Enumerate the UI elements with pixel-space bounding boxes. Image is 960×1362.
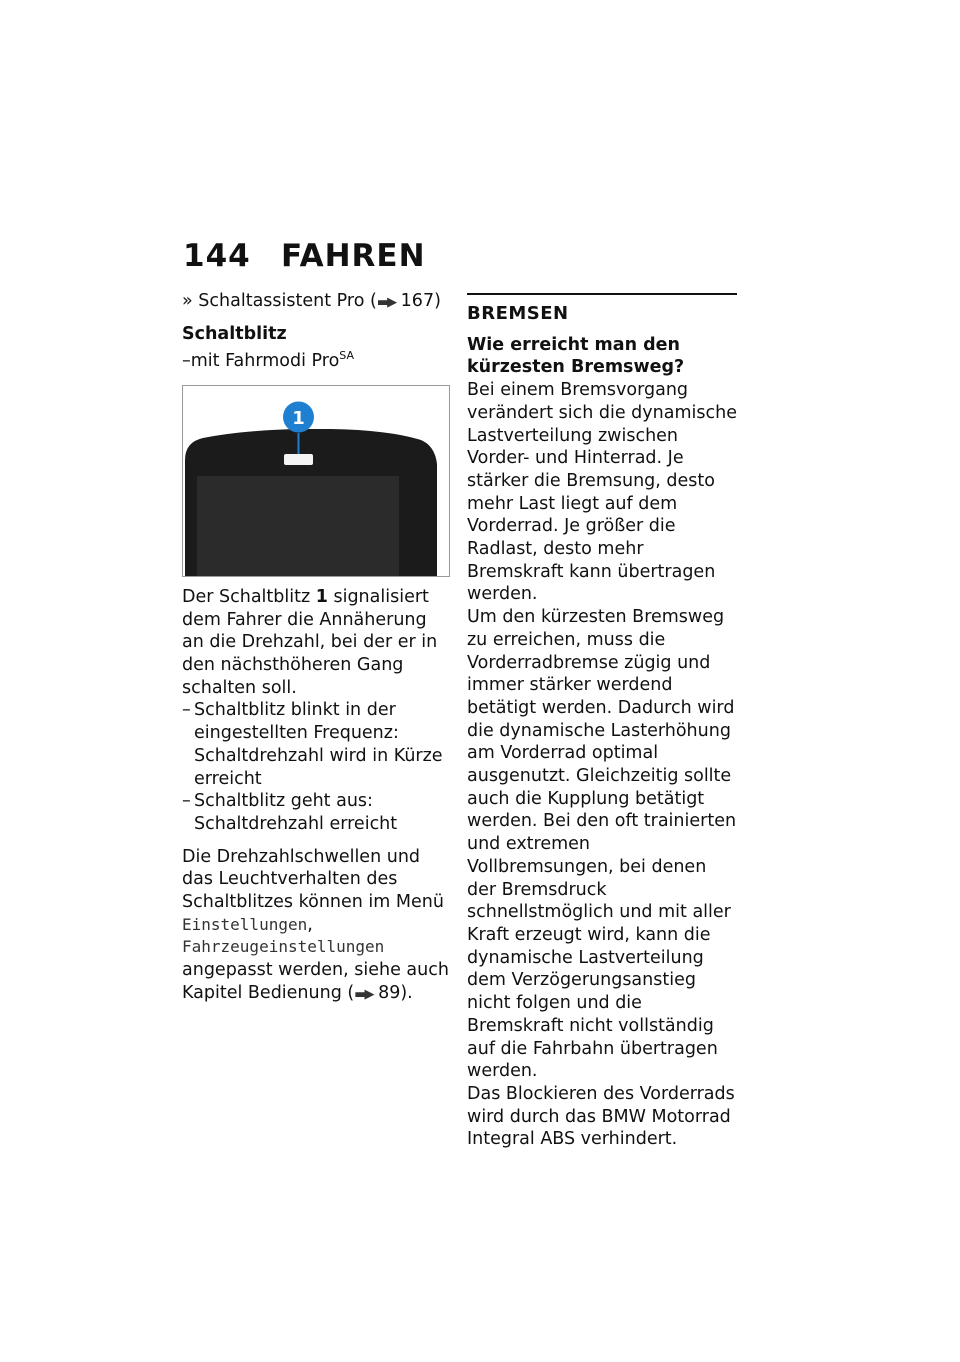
callout-number: 1 [292,407,305,429]
para2-text-a: Die Drehzahlschwellen und das Leuchtverhalten des Schaltblitzes können im Menü [182,846,444,913]
crossref-marker: » [182,291,193,311]
page-header [183,238,426,274]
page-number: 144 [183,238,251,274]
bullet-item [182,699,450,790]
display-screen [197,476,399,576]
bullet-text: Schaltblitz blinkt in der eingestellten Frequenz: Schaltdrehzahl wird in Kürze erreicht [194,700,443,789]
chapter-title: FAHREN [281,238,426,274]
bullet-item [182,790,450,835]
shift-light [284,454,313,465]
option-text: –mit Fahrmodi Pro [182,351,340,372]
crossref-bedienung-page[interactable]: 89). [378,982,413,1003]
arrow-right-icon: ▬▶ [354,986,373,1002]
subheading-bremsweg: Wie erreicht man den kürzesten Bremsweg? [467,334,685,378]
arrow-right-icon: ▬▶ [376,295,396,310]
paragraph-schaltblitz [182,586,450,700]
tft-display-illustration [183,386,449,576]
para1-ref: 1 [315,586,328,607]
left-column [182,290,450,1007]
paragraph-lastverteilung: Bei einem Bremsvorgang verändert sich die dynamische Lastverteilung zwischen Vorder- und Hinterrad. Je stärker die Bremsung, desto mehr Last liegt auf dem Vorderrad. Je größer die Radlast, desto mehr Bremskraft kann übertragen werden. [467,380,737,605]
paragraph-einstellungen [182,846,450,1007]
menu-einstellungen: Einstellungen [182,914,308,934]
crossref-schaltassistent[interactable] [182,290,450,315]
option-sup: SA [339,349,355,363]
para1-text-a: Der Schaltblitz [182,586,316,607]
crossref-page[interactable]: 167) [400,291,441,311]
heading-schaltblitz: Schaltblitz [182,323,287,344]
section-rule [467,293,737,295]
para2-sep: , [307,914,313,935]
para1-text-b: signalisiert dem Fahrer die Annäherung an die Drehzahl, bei der er in den nächsthöheren Gang schalten soll. [182,586,438,698]
option-line [182,345,450,373]
paragraph-bremsweg: Um den kürzesten Bremsweg zu erreichen, muss die Vorderradbremse zügig und immer stärker werdend betätigt werden. Dadurch wird die dynamische Lasterhöhung am Vorderrad optimal ausgenutzt. Gleichzeitig sollte auch die Kupplung betätigt werden. Bei den oft trainierten und extremen Vollbremsungen, bei denen der Bremsdruck schnellstmöglich und mit aller Kraft erzeugt wird, kann die dynamische Lastverteilung dem Verzögerungsanstieg nicht folgen und die Bremskraft nicht vollständig auf die Fahrbahn übertragen werden. [467,607,737,1082]
bullet-dash: – [182,791,191,812]
section-title-bremsen: BREMSEN [467,303,569,324]
bullet-dash: – [182,700,191,721]
dashboard-figure [182,385,450,577]
right-column [467,290,737,1151]
para2-text-b: angepasst werden, siehe auch Kapitel Bedienung ( [182,960,449,1003]
crossref-text: Schaltassistent Pro ( [198,291,377,311]
menu-fahrzeugeinstellungen: Fahrzeugeinstellungen [182,937,385,957]
bullet-text: Schaltblitz geht aus: Schaltdrehzahl erreicht [194,791,398,834]
paragraph-abs: Das Blockieren des Vorderrads wird durch das BMW Motorrad Integral ABS verhindert. [467,1083,735,1150]
